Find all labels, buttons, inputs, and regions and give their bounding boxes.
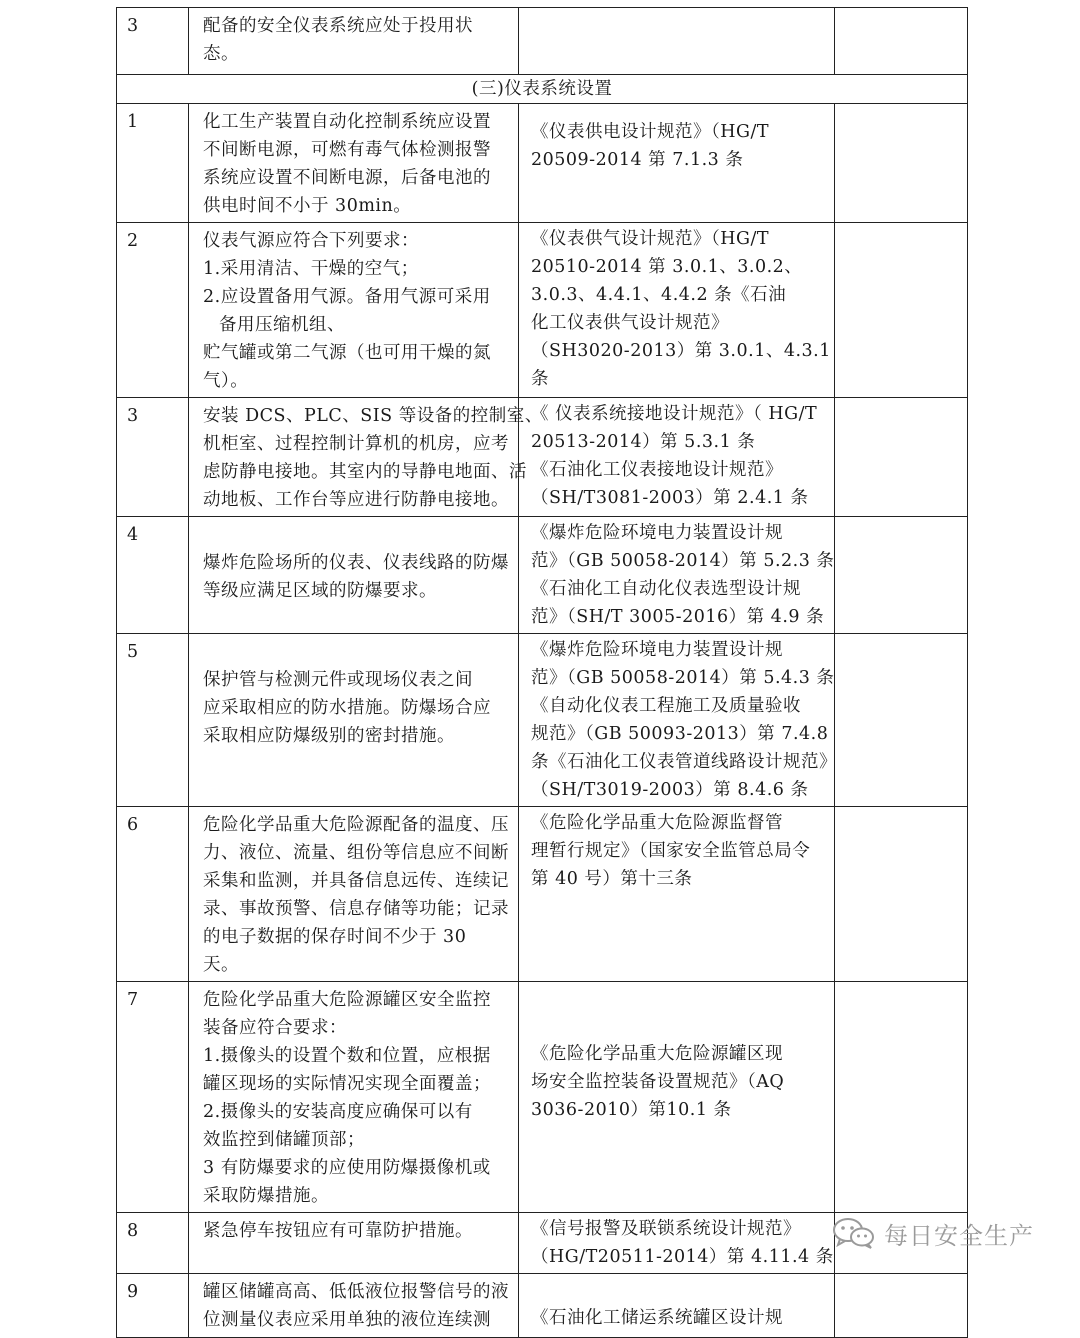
reference-line: 20509-2014 第 7.1.3 条	[531, 150, 744, 170]
reference-line: 《石油化工储运系统罐区设计规	[531, 1308, 783, 1328]
reference-line: 3.0.3、4.4.1、4.4.2 条《石油	[531, 285, 787, 305]
remark-cell	[835, 223, 968, 398]
requirement-line: 化工生产装置自动化控制系统应设置	[203, 112, 491, 132]
reference-line: 《石油化工自动化仪表选型设计规	[531, 579, 801, 599]
reference-cell	[519, 398, 835, 517]
reference-line: 3036-2010）第10.1 条	[531, 1100, 732, 1120]
requirement-line: 虑防静电接地。其室内的导静电地面、活	[203, 462, 527, 482]
requirement-line	[203, 521, 510, 549]
row-number: 9	[117, 1274, 189, 1338]
table-row	[117, 1274, 968, 1338]
reference-line: 条《石油化工仪表管道线路设计规范》	[531, 752, 837, 772]
reference-line: 《危险化学品重大危险源罐区现	[531, 1044, 783, 1064]
remark-cell	[835, 982, 968, 1213]
requirement-line: 气）。	[203, 371, 249, 391]
table-row	[117, 634, 968, 807]
remark-cell	[835, 634, 968, 807]
reference-line: 范》（GB 50058-2014）第 5.2.3 条	[531, 551, 835, 571]
requirement-cell	[189, 807, 519, 982]
table-row	[117, 398, 968, 517]
reference-line: 20513-2014）第 5.3.1 条	[531, 432, 756, 452]
reference-cell	[519, 982, 835, 1213]
requirement-line: 配备的安全仪表系统应处于投用状	[203, 16, 473, 36]
requirement-line: 1.摄像头的设置个数和位置，应根据	[203, 1046, 491, 1066]
requirement-line: 录、事故预警、信息存储等功能；记录	[203, 899, 509, 919]
row-number: 3	[117, 8, 189, 75]
remark-cell	[835, 517, 968, 634]
remark-cell	[835, 8, 968, 75]
reference-line: 《石油化工仪表接地设计规范》	[531, 460, 783, 480]
requirement-cell	[189, 1213, 519, 1274]
table-row	[117, 104, 968, 223]
reference-line: 第 40 号）第十三条	[531, 869, 693, 889]
requirement-line: 采集和监测，并具备信息远传、连续记	[203, 871, 509, 891]
requirement-line: 应采取相应的防水措施。防爆场合应	[203, 698, 491, 718]
reference-line: 范》（GB 50058-2014）第 5.4.3 条	[531, 668, 835, 688]
requirement-line: 爆炸危险场所的仪表、仪表线路的防爆	[203, 553, 509, 573]
reference-line: 《仪表供电设计规范》（HG/T	[531, 122, 770, 142]
requirement-line: 的电子数据的保存时间不少于 30	[203, 927, 467, 947]
requirement-line: 2.应设置备用气源。备用气源可采用	[203, 287, 491, 307]
reference-line: 《仪表供气设计规范》（HG/T	[531, 229, 770, 249]
requirement-cell	[189, 104, 519, 223]
section-title: (三)仪表系统设置	[117, 75, 968, 104]
row-number: 8	[117, 1213, 189, 1274]
reference-line: 范》（SH/T 3005-2016）第 4.9 条	[531, 607, 825, 627]
reference-line: 场安全监控装备设置规范》（AQ	[531, 1072, 785, 1092]
table-row	[117, 982, 968, 1213]
requirement-line: 态。	[203, 44, 239, 64]
requirement-cell	[189, 223, 519, 398]
reference-line	[531, 1012, 830, 1040]
regulation-table	[116, 7, 968, 1338]
row-number: 4	[117, 517, 189, 634]
table-row	[117, 807, 968, 982]
requirement-line: 供电时间不小于 30min。	[203, 196, 412, 216]
requirement-line: 仪表气源应符合下列要求：	[203, 231, 419, 251]
reference-line: 20510-2014 第 3.0.1、3.0.2、	[531, 257, 803, 277]
watermark-text: 每日安全生产	[884, 1221, 1034, 1250]
wechat-icon	[832, 1216, 876, 1250]
reference-cell	[519, 223, 835, 398]
reference-line: （HG/T20511-2014）第 4.11.4 条	[531, 1247, 834, 1267]
requirement-line	[203, 638, 510, 666]
reference-line	[531, 1276, 830, 1304]
reference-line: 《爆炸危险环境电力装置设计规	[531, 640, 783, 660]
requirement-line: 2.摄像头的安装高度应确保可以有	[203, 1102, 473, 1122]
requirement-line: 力、液位、流量、组份等信息应不间断	[203, 843, 509, 863]
requirement-line: 机柜室、过程控制计算机的机房，应考	[203, 434, 509, 454]
requirement-line: 采取防爆措施。	[203, 1186, 329, 1206]
reference-cell	[519, 517, 835, 634]
table-row	[117, 517, 968, 634]
remark-cell	[835, 104, 968, 223]
requirement-cell	[189, 1274, 519, 1338]
reference-line: 《危险化学品重大危险源监督管	[531, 813, 783, 833]
remark-cell	[835, 807, 968, 982]
reference-line: 《爆炸危险环境电力装置设计规	[531, 523, 783, 543]
requirement-line: 系统应设置不间断电源，后备电池的	[203, 168, 491, 188]
requirement-line: 危险化学品重大危险源配备的温度、压	[203, 815, 509, 835]
requirement-line: 紧急停车按钮应有可靠防护措施。	[203, 1221, 473, 1241]
requirement-line: 保护管与检测元件或现场仪表之间	[203, 670, 473, 690]
reference-cell	[519, 8, 835, 75]
requirement-cell	[189, 517, 519, 634]
requirement-cell	[189, 634, 519, 807]
reference-line: 《自动化仪表工程施工及质量验收	[531, 696, 801, 716]
requirement-line: 危险化学品重大危险源罐区安全监控	[203, 990, 491, 1010]
reference-line: 化工仪表供气设计规范》	[531, 313, 729, 333]
watermark	[832, 1212, 1034, 1254]
table-row	[117, 8, 968, 75]
requirement-line: 等级应满足区域的防爆要求。	[203, 581, 437, 601]
requirement-line: 贮气罐或第二气源（也可用干燥的氮	[203, 343, 491, 363]
table-row	[117, 223, 968, 398]
requirement-line: 罐区现场的实际情况实现全面覆盖；	[203, 1074, 491, 1094]
requirement-line: 备用压缩机组、	[219, 315, 345, 335]
requirement-line: 装备应符合要求：	[203, 1018, 347, 1038]
section-header-row	[117, 75, 968, 104]
requirement-line: 动地板、工作台等应进行防静电接地。	[203, 490, 509, 510]
row-number: 2	[117, 223, 189, 398]
reference-cell	[519, 634, 835, 807]
remark-cell	[835, 398, 968, 517]
remark-cell	[835, 1274, 968, 1338]
reference-line: 《 仪表系统接地设计规范》（ HG/T	[531, 404, 818, 424]
requirement-line: 1.采用清洁、干燥的空气；	[203, 259, 419, 279]
requirement-line: 罐区储罐高高、低低液位报警信号的液	[203, 1282, 509, 1302]
reference-line: 规范》（GB 50093-2013）第 7.4.8	[531, 724, 829, 744]
reference-line	[531, 984, 830, 1012]
requirement-cell	[189, 398, 543, 517]
requirement-line: 3 有防爆要求的应使用防爆摄像机或	[203, 1158, 491, 1178]
reference-line: 《信号报警及联锁系统设计规范》	[531, 1219, 801, 1239]
row-number: 3	[117, 398, 189, 517]
row-number: 5	[117, 634, 189, 807]
reference-line: 条	[531, 369, 549, 389]
reference-line: 理暂行规定》（国家安全监管总局令	[531, 841, 811, 861]
requirement-line: 天。	[203, 955, 239, 975]
requirement-line: 位测量仪表应采用单独的液位连续测	[203, 1310, 491, 1330]
reference-line: （SH3020-2013）第 3.0.1、4.3.1	[531, 341, 831, 361]
reference-cell	[519, 104, 835, 223]
requirement-line: 安装 DCS、PLC、SIS 等设备的控制室、	[203, 406, 543, 426]
row-number: 7	[117, 982, 189, 1213]
requirement-line: 采取相应防爆级别的密封措施。	[203, 726, 455, 746]
reference-line: （SH/T3019-2003）第 8.4.6 条	[531, 780, 809, 800]
reference-line: （SH/T3081-2003）第 2.4.1 条	[531, 488, 809, 508]
reference-cell	[519, 1274, 835, 1338]
reference-cell	[519, 1213, 835, 1274]
requirement-line: 不间断电源，可燃有毒气体检测报警	[203, 140, 491, 160]
requirement-cell	[189, 982, 519, 1213]
row-number: 6	[117, 807, 189, 982]
requirement-line: 效监控到储罐顶部；	[203, 1130, 365, 1150]
reference-cell	[519, 807, 835, 982]
requirement-cell	[189, 8, 519, 75]
row-number: 1	[117, 104, 189, 223]
